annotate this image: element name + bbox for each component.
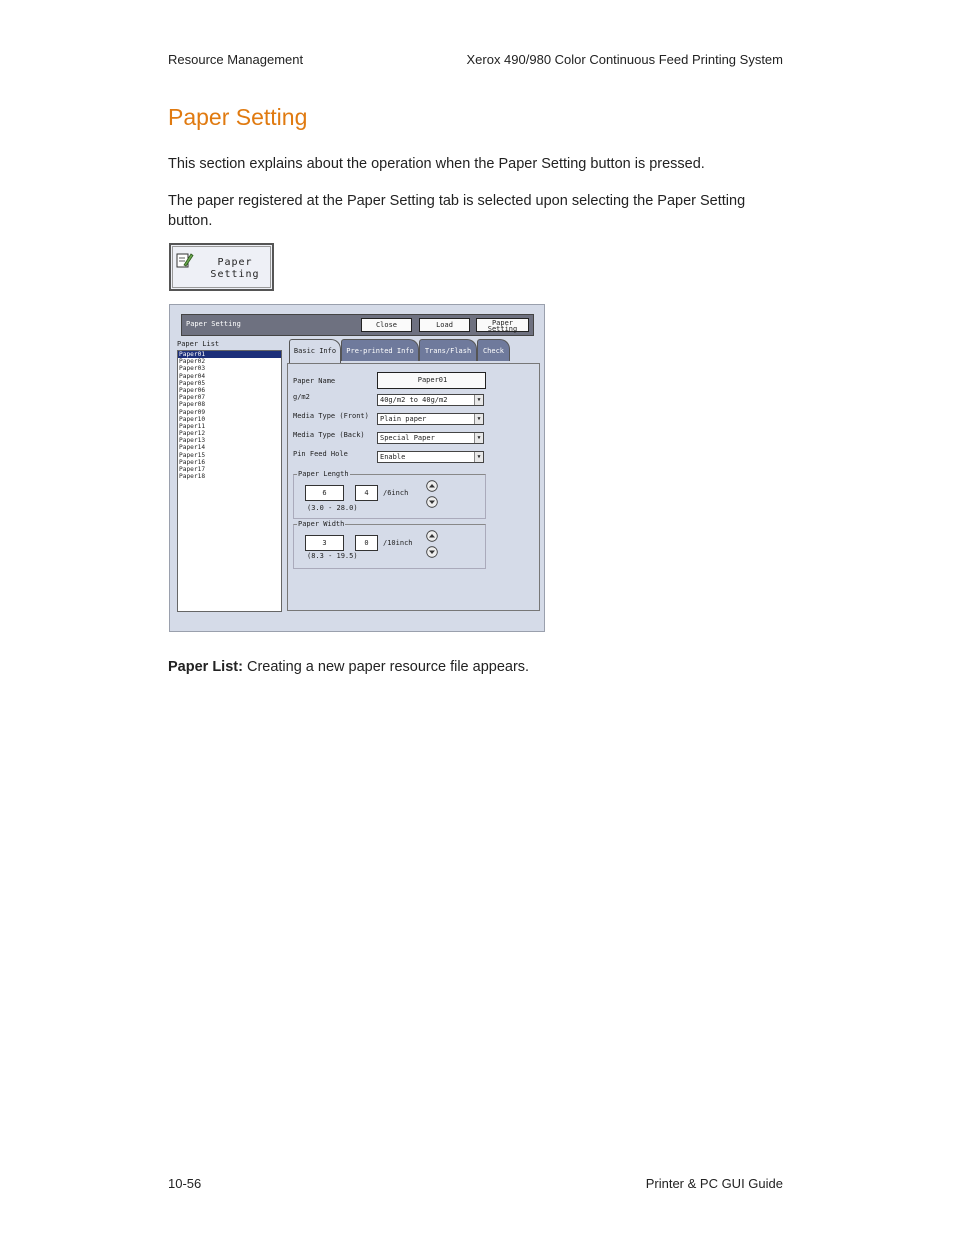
list-item[interactable]: Paper06 — [179, 386, 206, 394]
paper-name-label: Paper Name — [293, 377, 336, 385]
window-title: Paper Setting — [186, 320, 241, 328]
paper-width-group — [293, 520, 486, 569]
paper-width-inch-input[interactable]: 3 — [305, 535, 344, 551]
load-button[interactable]: Load — [419, 318, 470, 332]
section-title: Paper Setting — [168, 104, 308, 130]
dropdown-arrow-icon: ▼ — [474, 414, 483, 424]
dropdown-arrow-icon: ▼ — [474, 395, 483, 405]
list-item[interactable]: Paper12 — [179, 430, 206, 438]
button-label-line2: Setting — [210, 269, 260, 280]
list-item[interactable]: Paper04 — [179, 372, 206, 380]
dropdown-arrow-icon: ▼ — [474, 452, 483, 462]
paper-width-unit: /10inch — [383, 539, 413, 547]
guide-name: Printer & PC GUI Guide — [645, 1176, 783, 1191]
media-front-select[interactable] — [377, 413, 484, 425]
basic-info-panel — [287, 363, 540, 611]
paper-length-group — [293, 470, 486, 519]
tab-basic-info[interactable]: Basic Info — [289, 339, 341, 363]
list-item[interactable]: Paper08 — [179, 401, 206, 409]
list-item[interactable]: Paper05 — [179, 379, 206, 387]
paper-length-inch-input[interactable]: 6 — [305, 485, 344, 501]
close-button[interactable]: Close — [361, 318, 412, 332]
intro-paragraph: This section explains about the operation when the Paper Setting button is pressed. — [168, 156, 705, 172]
tab-check[interactable]: Check — [477, 339, 510, 361]
list-item[interactable]: Paper07 — [179, 394, 206, 402]
list-item[interactable]: Paper10 — [179, 415, 206, 423]
toolbar-button-line1: Paper — [491, 319, 514, 327]
list-item[interactable]: Paper15 — [179, 451, 206, 459]
up-arrow-icon[interactable] — [426, 530, 438, 542]
pin-feed-select[interactable] — [377, 451, 484, 463]
gsm-label: g/m2 — [293, 393, 310, 401]
paper-pencil-icon — [176, 251, 194, 269]
paper-list-term: Paper List: — [168, 659, 243, 675]
list-item[interactable]: Paper16 — [179, 458, 206, 466]
list-item[interactable]: Paper09 — [179, 408, 206, 416]
list-item[interactable]: Paper17 — [179, 466, 206, 473]
tab-pre-printed-info[interactable]: Pre-printed Info — [341, 339, 419, 361]
running-header-left: Resource Management — [168, 52, 304, 67]
page-number: 10-56 — [168, 1176, 202, 1191]
paper-list-description — [168, 657, 768, 677]
button-label-line1: Paper — [217, 257, 253, 268]
paper-setting-toolbar-button[interactable] — [476, 318, 529, 332]
toolbar-button-line2: Setting — [487, 325, 518, 333]
paper-length-unit: /6inch — [383, 489, 409, 497]
gsm-select[interactable] — [377, 394, 484, 406]
down-arrow-icon[interactable] — [426, 546, 438, 558]
paper-list-desc-text: Creating a new paper resource file appears. — [242, 659, 530, 675]
paper-setting-button-label — [205, 257, 265, 281]
media-front-label: Media Type (Front) — [293, 412, 369, 420]
list-item[interactable]: Paper02 — [179, 358, 206, 366]
paper-setting-button[interactable] — [169, 243, 274, 291]
down-arrow-icon[interactable] — [426, 496, 438, 508]
paper-length-label: Paper Length — [298, 470, 349, 478]
paper-name-button[interactable]: Paper01 — [377, 372, 486, 389]
tab-trans-flash[interactable]: Trans/Flash — [419, 339, 477, 361]
pin-feed-value: Enable — [380, 453, 406, 461]
paper-width-label: Paper Width — [298, 520, 345, 528]
list-item[interactable]: Paper14 — [179, 444, 206, 452]
paper-length-fraction-input[interactable]: 4 — [355, 485, 378, 501]
up-arrow-icon[interactable] — [426, 480, 438, 492]
pin-feed-label: Pin Feed Hole — [293, 450, 348, 458]
paper-length-range: (3.0 - 28.0) — [307, 504, 358, 512]
selection-paragraph: The paper registered at the Paper Setting tab is selected upon selecting the Paper Setting button. — [168, 193, 746, 229]
media-back-label: Media Type (Back) — [293, 431, 365, 439]
paper-list-label: Paper List — [177, 340, 220, 348]
media-front-value: Plain paper — [380, 415, 427, 423]
paper-width-fraction-input[interactable]: 0 — [355, 535, 378, 551]
paper-list[interactable] — [177, 350, 282, 612]
list-item[interactable]: Paper13 — [179, 437, 206, 445]
list-item[interactable]: Paper18 — [179, 473, 206, 481]
paper-width-range: (8.3 - 19.5) — [307, 552, 358, 560]
media-back-select[interactable] — [377, 432, 484, 444]
paper-setting-screen — [169, 304, 545, 632]
list-item[interactable]: Paper11 — [179, 422, 206, 430]
list-item[interactable]: Paper03 — [179, 365, 206, 373]
gsm-value: 40g/m2 to 40g/m2 — [380, 396, 448, 404]
media-back-value: Special Paper — [380, 434, 435, 442]
running-header-right: Xerox 490/980 Color Continuous Feed Printing System — [466, 52, 783, 67]
dropdown-arrow-icon: ▼ — [474, 433, 483, 443]
list-item[interactable]: Paper01 — [178, 351, 281, 358]
window-titlebar — [181, 314, 534, 336]
